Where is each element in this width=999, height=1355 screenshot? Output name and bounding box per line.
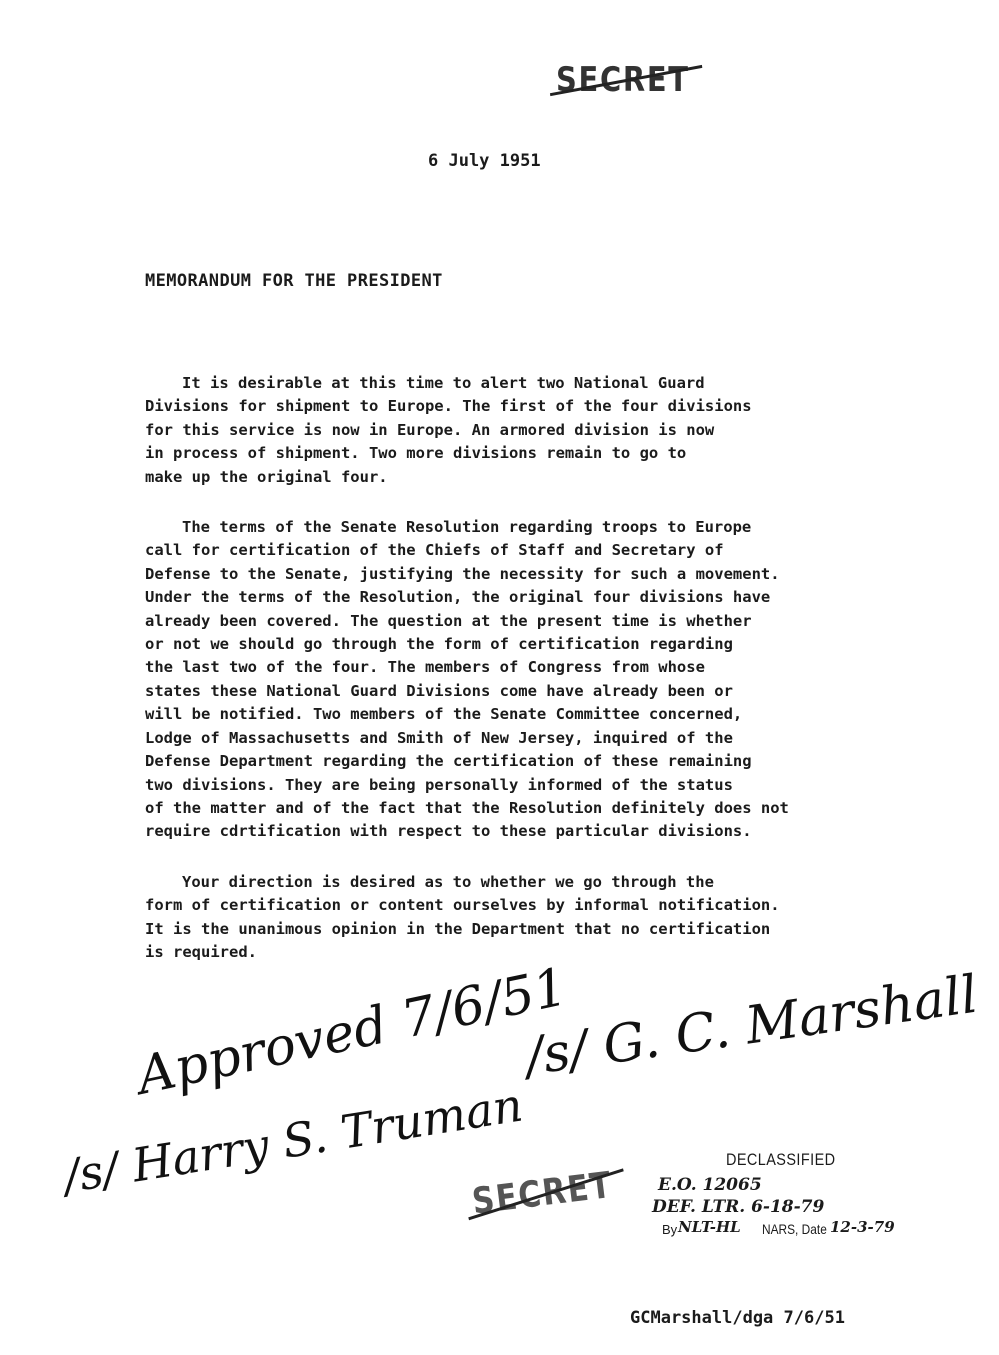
memo-body — [145, 372, 875, 991]
text-line: already been covered. The question at the present time is whether — [145, 611, 752, 630]
text-line: Defense to the Senate, justifying the necessity for such a movement. — [145, 564, 780, 583]
secret-stamp-top-text: SECRET — [556, 60, 690, 100]
text-line: of the matter and of the fact that the Resolution definitely does not — [145, 798, 789, 817]
text-line: It is the unanimous opinion in the Department that no certification — [145, 919, 771, 938]
text-line: Lodge of Massachusetts and Smith of New Jersey, inquired of the — [145, 728, 733, 747]
text-line: the last two of the four. The members of Congress from whose — [145, 658, 705, 677]
declassification-date: 12-3-79 — [830, 1218, 895, 1236]
paragraph-1 — [145, 372, 875, 489]
memo-date: 6 July 1951 — [428, 151, 541, 171]
text-line: make up the original four. — [145, 467, 388, 486]
secret-stamp-bottom-text: SECRET — [470, 1164, 615, 1223]
text-line: Your direction is desired as to whether we go through the — [182, 872, 714, 891]
text-line: is required. — [145, 942, 257, 961]
approved-annotation: Approved 7/6/51 — [132, 957, 573, 1107]
text-line: Under the terms of the Resolution, the original four divisions have — [145, 588, 771, 607]
text-line: states these National Guard Divisions come have already been or — [145, 681, 733, 700]
by-label: By — [662, 1222, 678, 1237]
text-line: call for certification of the Chiefs of Staff and Secretary of — [145, 541, 724, 560]
declassified-label: DECLASSIFIED — [726, 1150, 836, 1169]
text-line: in process of shipment. Two more divisions remain to go to — [145, 444, 687, 463]
memo-heading: MEMORANDUM FOR THE PRESIDENT — [145, 271, 443, 291]
defense-letter: DEF. LTR. 6-18-79 — [652, 1197, 825, 1217]
paragraph-3 — [145, 871, 875, 965]
marshall-signature: /s/ G. C. Marshall — [522, 964, 982, 1088]
text-line: It is desirable at this time to alert two National Guard — [182, 374, 705, 392]
secret-stamp-bottom — [470, 1165, 615, 1223]
text-line: form of certification or content ourselves by informal notification. — [145, 896, 780, 915]
text-line: will be notified. Two members of the Senate Committee concerned, — [145, 705, 743, 724]
text-line: Defense Department regarding the certification of these remaining — [145, 752, 752, 771]
paragraph-2 — [145, 516, 875, 844]
secret-stamp-top — [556, 60, 690, 100]
text-line: or not we should go through the form of certification regarding — [145, 635, 733, 654]
text-line: The terms of the Senate Resolution regarding troops to Europe — [182, 518, 752, 537]
text-line: for this service is now in Europe. An armored division is now — [145, 420, 715, 439]
reference-footer: GCMarshall/dga 7/6/51 — [630, 1308, 845, 1328]
truman-signature: /s/ Harry S. Truman — [60, 1077, 527, 1204]
executive-order: E.O. 12065 — [658, 1175, 762, 1195]
text-line: two divisions. They are being personally informed of the status — [145, 775, 733, 794]
nars-date-label: NARS, Date — [762, 1221, 827, 1237]
text-line: Divisions for shipment to Europe. The first of the four divisions — [145, 397, 752, 416]
by-value: NLT-HL — [678, 1218, 741, 1236]
text-line: require cdrtification with respect to these particular divisions. — [145, 822, 752, 841]
